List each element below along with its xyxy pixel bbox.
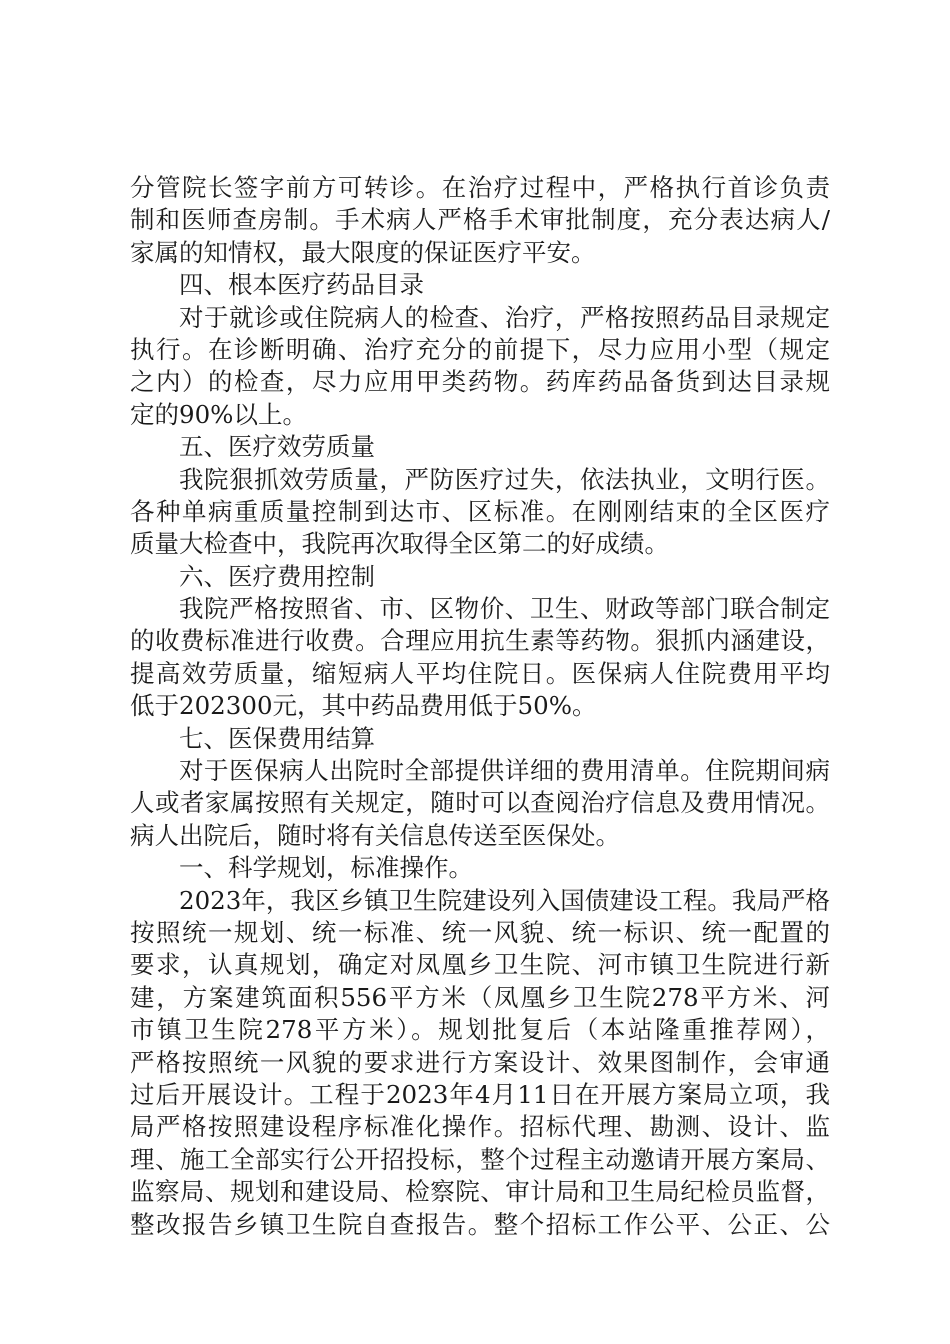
text-line: 人或者家属按照有关规定，随时可以查阅治疗信息及费用情况。 bbox=[130, 788, 830, 818]
text-line: 市镇卫生院278平方米）。规划批复后（本站隆重推荐网）， bbox=[130, 1015, 830, 1045]
text-line: 过后开展设计。工程于2023年4月11日在开展方案局立项，我 bbox=[130, 1079, 830, 1109]
text-line: 执行。在诊断明确、治疗充分的前提下，尽力应用小型（规定 bbox=[130, 334, 830, 364]
section-heading: 五、医疗效劳质量 bbox=[179, 432, 375, 462]
text-line: 之内）的检查，尽力应用甲类药物。药库药品备货到达目录规 bbox=[130, 367, 830, 397]
text-line: 我院狠抓效劳质量，严防医疗过失，依法执业，文明行医。 bbox=[179, 464, 830, 494]
text-line: 理、施工全部实行公开招投标，整个过程主动邀请开展方案局、 bbox=[130, 1144, 830, 1174]
text-line: 建，方案建筑面积556平方米（凤凰乡卫生院278平方米、河 bbox=[130, 982, 830, 1012]
text-line: 整改报告乡镇卫生院自查报告。整个招标工作公平、公正、公 bbox=[130, 1209, 830, 1239]
text-line: 各种单病重质量控制到达市、区标准。在刚刚结束的全区医疗 bbox=[130, 496, 830, 526]
text-line: 2023年，我区乡镇卫生院建设列入国债建设工程。我局严格 bbox=[179, 885, 830, 915]
text-line: 分管院长签字前方可转诊。在治疗过程中，严格执行首诊负责 bbox=[130, 173, 830, 202]
text-line: 对于医保病人出院时全部提供详细的费用清单。住院期间病 bbox=[179, 756, 830, 786]
text-line: 要求，认真规划，确定对凤凰乡卫生院、河市镇卫生院进行新 bbox=[130, 950, 830, 980]
text-line: 局严格按照建设程序标准化操作。招标代理、勘测、设计、监 bbox=[130, 1112, 830, 1142]
text-line: 低于202300元，其中药品费用低于50%。 bbox=[130, 691, 597, 721]
text-line: 质量大检查中，我院再次取得全区第二的好成绩。 bbox=[130, 529, 669, 559]
section-heading: 四、根本医疗药品目录 bbox=[179, 270, 424, 300]
section-heading: 一、科学规划，标准操作。 bbox=[179, 853, 473, 883]
text-line: 对于就诊或住院病人的检查、治疗，严格按照药品目录规定 bbox=[179, 302, 830, 332]
text-line: 提高效劳质量，缩短病人平均住院日。医保病人住院费用平均 bbox=[130, 658, 830, 688]
text-line: 家属的知情权，最大限度的保证医疗平安。 bbox=[130, 237, 596, 267]
section-heading: 六、医疗费用控制 bbox=[179, 561, 375, 591]
document-body bbox=[130, 172, 830, 1241]
text-line: 制和医师查房制。手术病人严格手术审批制度，充分表达病人/ bbox=[130, 205, 830, 235]
text-line: 按照统一规划、统一标准、统一风貌、统一标识、统一配置的 bbox=[130, 917, 830, 947]
text-line: 的收费标准进行收费。合理应用抗生素等药物。狠抓内涵建设， bbox=[130, 626, 830, 656]
text-line: 病人出院后，随时将有关信息传送至医保处。 bbox=[130, 820, 620, 850]
section-heading: 七、医保费用结算 bbox=[179, 723, 375, 753]
text-line: 我院严格按照省、市、区物价、卫生、财政等部门联合制定 bbox=[179, 594, 830, 624]
text-line: 定的90%以上。 bbox=[130, 399, 307, 429]
text-line: 监察局、规划和建设局、检察院、审计局和卫生局纪检员监督， bbox=[130, 1177, 830, 1207]
text-line: 严格按照统一风貌的要求进行方案设计、效果图制作，会审通 bbox=[130, 1047, 830, 1077]
